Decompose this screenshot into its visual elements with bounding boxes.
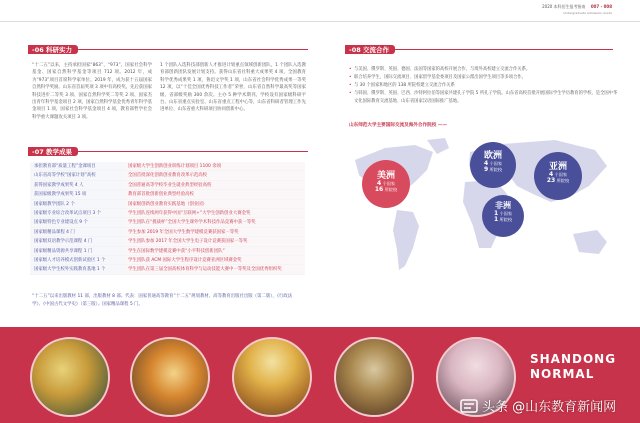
research-text-left: “十二五”以来，主持承担国家“863”、“973”、国家社会科学基金、国家自然科学基金等项目 712 项。2012 年，成为“973”项目首席科学家单位。2019 年，成为获十五届国家自然科学奖励。山东省首届奖项 3 项中有高校奖。先后获国家科技进步二等奖 3 项、国家自然科学奖二等奖 2 项、国家杰出青年科学基金项目 2 项，国家自然科学基金优秀青年科学基金项目 1 项，国家社会科学基金项目 4 项，教育部哲学社会科学重大课题攻关项目 3 项。 xyxy=(32,63,152,120)
wordmark-line-1: SHANDONG xyxy=(530,352,617,366)
achievement-left-cell: 国家级精品课程 4 门 xyxy=(30,228,124,236)
achievement-row xyxy=(30,218,305,227)
africa-school-unit: 所院校 xyxy=(499,217,513,222)
section-08-rule xyxy=(395,49,613,50)
americas-country-unit: 个国家 xyxy=(382,181,396,186)
europe-school-unit: 所院校 xyxy=(489,167,503,172)
section-07-rule xyxy=(78,151,308,152)
achievement-right-cell: 学生团队获 ACM 国际大学生程序设计竞赛亚洲区域赛金奖 xyxy=(124,256,305,264)
achievement-left-cell: 国家级专业综合改革试点项目 3 个 xyxy=(30,209,124,217)
south-america-shape xyxy=(393,210,419,270)
section-06-title: -06 科研实力 xyxy=(28,45,78,54)
guide-subtitle: Undergraduate Admission Guide xyxy=(563,11,612,15)
section-08-title: -08 交流合作 xyxy=(345,45,395,54)
asia-country-count: 4 xyxy=(548,171,554,178)
cooperation-item: • 与韩国、俄罗斯、英国、巴西、沙特阿拉伯等国家共建孔子学院 5 所孔子学院。山东省高校首批开展国际学生学历教育的学校，是全国中华文化国际教育交流基地、山东省国家汉语国际推广基地。 xyxy=(349,90,619,106)
achievements-table xyxy=(30,162,305,275)
section-07-title: -07 教学成果 xyxy=(28,147,78,156)
americas-school-unit: 所院校 xyxy=(384,187,398,192)
textbook-note: “十二五”以来出版教材 11 部，出版教材 8 部。代表：国家普通高等教育“十二五”规划教材、高等教育出版社出版（第二版），《行政法学》、《中国古代文学史》（第三版）。国家精品课程 5 门。 xyxy=(32,294,293,307)
achievement-left-cell: 获得国家教学成果奖 4 人 xyxy=(30,181,124,189)
europe-name: 欧洲 xyxy=(483,151,502,161)
achievement-row xyxy=(30,162,305,171)
achievement-left-cell: 国家级精品资源共享课程 1 门 xyxy=(30,247,124,255)
asia-name: 亚洲 xyxy=(548,162,567,172)
europe-bubble xyxy=(470,142,516,188)
section-06-rule xyxy=(78,49,308,50)
asia-school-count: 23 xyxy=(546,177,556,184)
achievement-left-cell: 国家级人才培养模式创新试验区 1 个 xyxy=(30,256,124,264)
asia-country-unit: 个国家 xyxy=(554,172,568,177)
toutiao-logo-icon xyxy=(460,399,478,413)
africa-country-count: 1 xyxy=(493,210,499,217)
page-header xyxy=(542,4,612,16)
source-watermark xyxy=(460,396,616,415)
africa-bubble xyxy=(482,195,524,237)
asia-bubble xyxy=(534,152,582,200)
australia-shape xyxy=(573,230,607,254)
achievement-right-cell: 全国首批深化创新创业教育改革示范高校 xyxy=(124,171,305,179)
achievement-row xyxy=(30,209,305,218)
university-wordmark xyxy=(530,352,616,382)
americas-bubble xyxy=(362,160,410,208)
achievement-left-cell: 国家级大学生校外实践教育基地 1 个 xyxy=(30,265,124,273)
campus-photo-3 xyxy=(232,337,312,417)
americas-school-count: 16 xyxy=(374,186,384,193)
achievement-row xyxy=(30,256,305,265)
cooperation-item: • 与美国、俄罗斯、英国、德国、法国等国家的高校开展合作，与境外高校建立交流合作关系。 xyxy=(349,66,619,74)
cooperation-item: • 与 30 个国家和地区的 138 所院校建立交流合作关系 xyxy=(349,82,619,90)
campus-photo-4 xyxy=(334,337,414,417)
africa-country-unit: 个国家 xyxy=(499,211,513,216)
campus-photo-2 xyxy=(130,337,210,417)
achievement-right-cell: 学生在国际数学建模竞赛中获“小平科技创新团队” xyxy=(124,247,305,255)
achievement-left-cell: 国家级特色专业建设点 9 个 xyxy=(30,218,124,226)
research-text-right: 1 个团队入选科技部创新人才推进计划重点领域创新团队，1 个团队入选教育部创新团队发展计划支持。获得山东省社科重大成果奖 4 项，全国教育科学优秀成果奖 1 项，鲁迅文学奖 1 项，山东省社会科学优秀成果一等奖 12 项，以“十佳全国优秀科技工作者”荣誉，山东省自然科学最高奖等国家级、省部级奖励 300 余次。主办 5 种学术期刊。学校设有国家级科研平台、山东省重点实验室、山东省重点工程中心等，山东省科研者管理工作先进单位、山东省重大科研项目协同创新中心。 xyxy=(160,63,306,113)
achievement-row xyxy=(30,190,305,199)
achievement-right-cell: 教育部首批创新创业典型经验高校 xyxy=(124,190,305,198)
achievement-left-cell: 获国家级教学成果奖 15 项 xyxy=(30,190,124,198)
europe-country-count: 4 xyxy=(483,160,489,167)
section-08-heading xyxy=(345,45,613,54)
achievement-right-cell: 学生团队在“挑战杯”全国大学生课外学术科技作品竞赛中获一等奖 xyxy=(124,218,305,226)
achievement-row xyxy=(30,265,305,274)
europe-country-unit: 个国家 xyxy=(489,161,503,166)
header-divider xyxy=(0,21,640,22)
achievement-right-cell: 国家级大学生创新创业训练计划项目 1100 余项 xyxy=(124,162,305,170)
achievement-right-cell: 学生团队在第三届全国高校体育科学与运动技能大赛中一等奖及全国优秀组织奖 xyxy=(124,265,305,273)
achievement-right-cell: 国家级创新创业教育实践基地（创业园） xyxy=(124,200,305,208)
achievement-right-cell: 学生团队连续两年获得中国“互联网+”大学生创新创业大赛金奖 xyxy=(124,209,305,217)
achievement-left-cell: 国家级教学团队 2 个 xyxy=(30,200,124,208)
achievement-row xyxy=(30,171,305,180)
cooperation-item: • 联合培养学生、国际交流项目、国家留学基金委项目及国家公派出国学生项目等多项合作。 xyxy=(349,74,619,82)
americas-name: 美洲 xyxy=(376,171,395,181)
wordmark-line-2: NORMAL xyxy=(530,367,595,381)
africa-school-count: 1 xyxy=(493,216,499,223)
asia-school-unit: 所院校 xyxy=(556,178,570,183)
achievement-right-cell: 学生参加 2019 年全国大学生数学建模竞赛获国家一等奖 xyxy=(124,228,305,236)
africa-name: 非洲 xyxy=(495,201,511,210)
campus-photo-1 xyxy=(30,337,110,417)
map-title: 山东师范大学主要国际交流及海外合作院校 —— xyxy=(349,123,448,128)
achievement-row xyxy=(30,200,305,209)
achievement-right-cell: 学生团队参加 2017 年全国大学生电子设计竞赛获国家一等奖 xyxy=(124,237,305,245)
europe-school-count: 9 xyxy=(483,166,489,173)
guide-title: 2020 本科招生报考指南 xyxy=(542,4,586,9)
achievement-row xyxy=(30,228,305,237)
cooperation-list xyxy=(349,66,619,106)
section-06-heading xyxy=(28,45,308,54)
achievement-row xyxy=(30,237,305,246)
achievement-right-cell: 全国普通高等学校毕业生就业典型经验高校 xyxy=(124,181,305,189)
americas-country-count: 4 xyxy=(376,180,382,187)
watermark-text: 头条 @山东教育新闻网 xyxy=(482,400,617,415)
achievement-left-cell: 承担教育部“质量工程”金课项目 xyxy=(30,162,124,170)
achievement-left-cell: 国家级双语教学示范课程 4 门 xyxy=(30,237,124,245)
achievement-row xyxy=(30,247,305,256)
section-07-heading xyxy=(28,147,308,156)
page-numbers: 007 - 008 xyxy=(590,4,612,9)
achievement-row xyxy=(30,181,305,190)
achievement-left-cell: 山东省高等学校“国家计划”高校 xyxy=(30,171,124,179)
